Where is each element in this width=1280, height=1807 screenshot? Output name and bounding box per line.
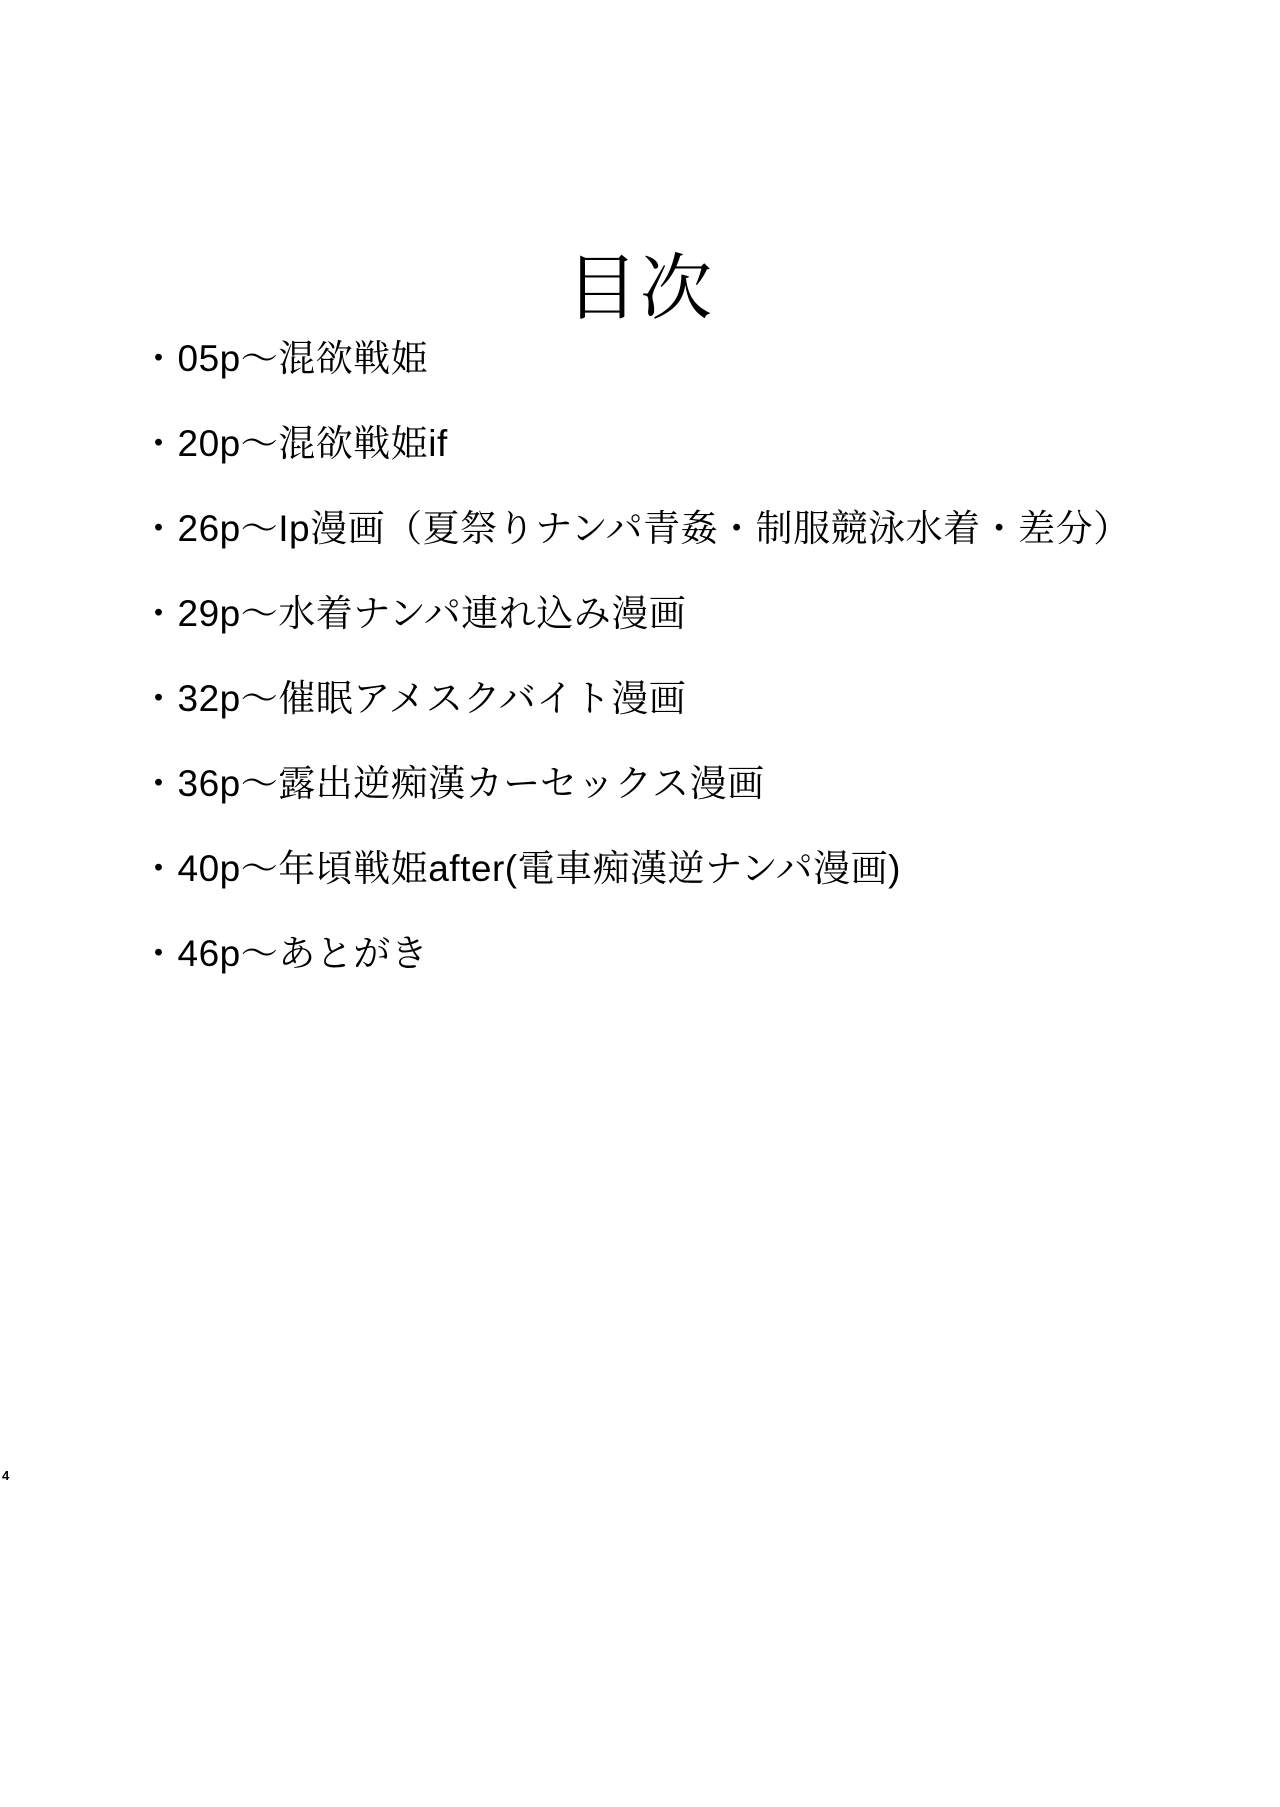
page-number: 4: [2, 1468, 10, 1483]
table-of-contents-list: [140, 340, 1200, 1020]
list-item: ・36p〜露出逆痴漢カーセックス漫画: [140, 763, 765, 804]
list-item: ・46p〜あとがき: [140, 933, 429, 974]
list-item: ・05p〜混欲戦姫: [140, 338, 429, 379]
list-item: ・29p〜水着ナンパ連れ込み漫画: [140, 593, 687, 634]
list-item: ・40p〜年頃戦姫after(電車痴漢逆ナンパ漫画): [140, 848, 901, 889]
list-item: ・26p〜Ip漫画（夏祭りナンパ青姦・制服競泳水着・差分）: [140, 508, 1131, 549]
list-item: ・20p〜混欲戦姫if: [140, 423, 448, 464]
page-title: 目次: [565, 249, 714, 330]
list-item: ・32p〜催眠アメスクバイト漫画: [140, 678, 687, 719]
